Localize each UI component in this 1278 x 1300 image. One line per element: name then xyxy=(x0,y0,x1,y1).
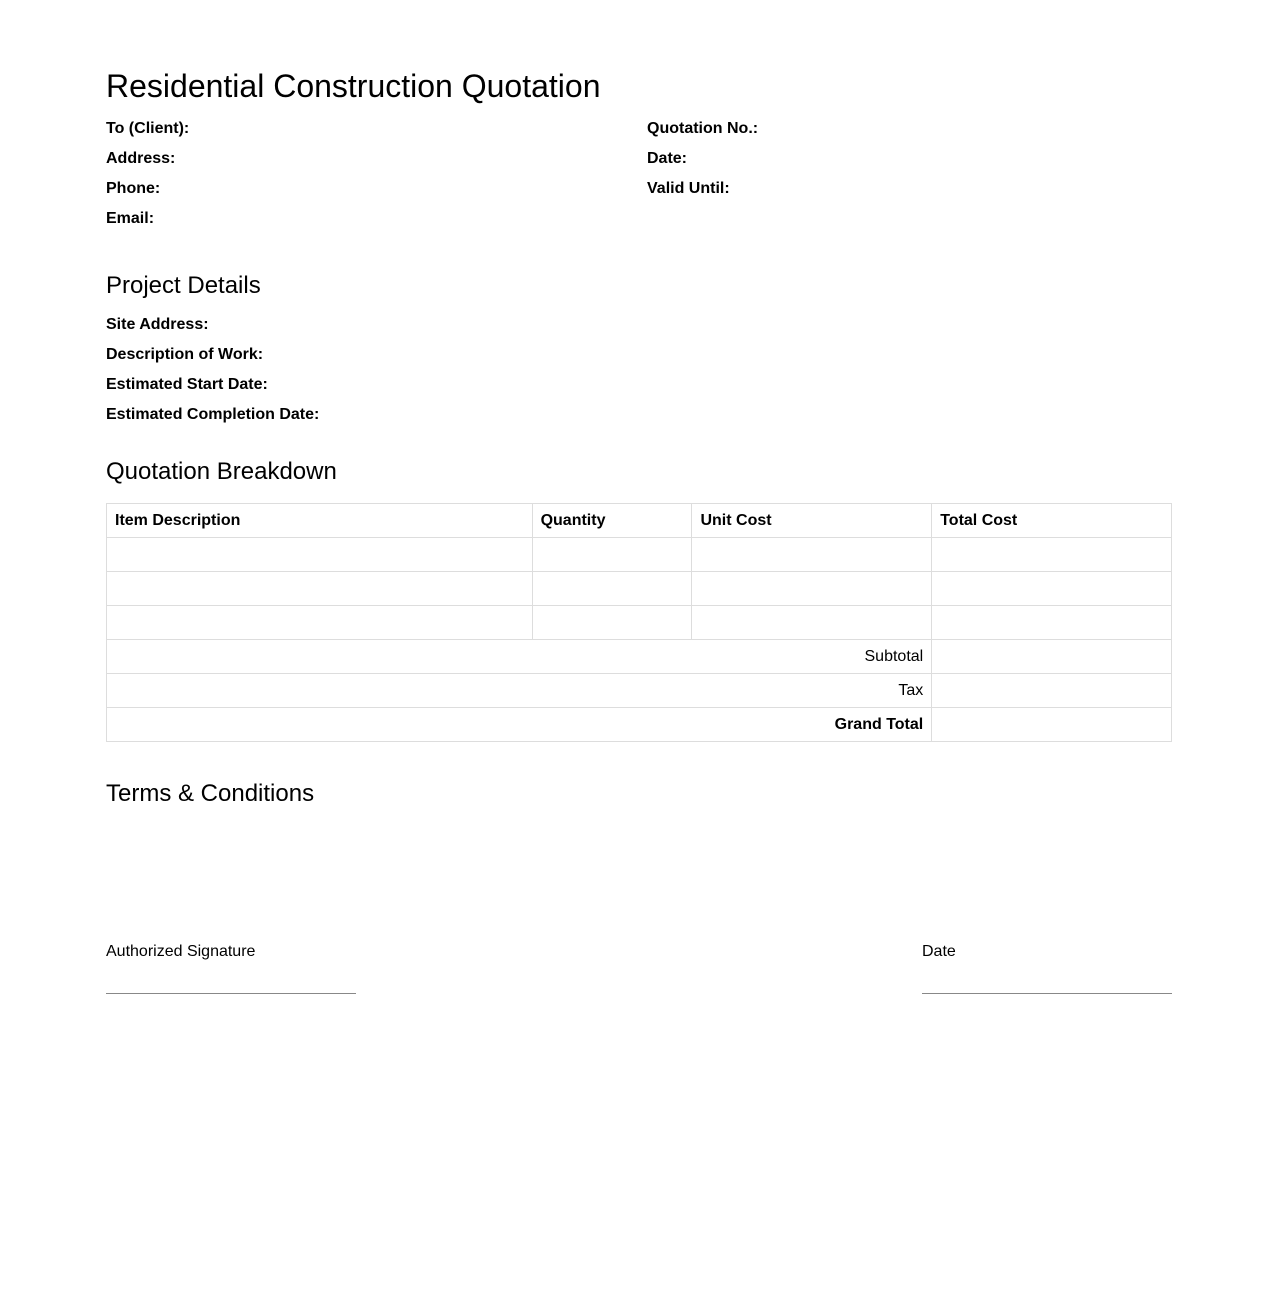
address-field: Address: xyxy=(106,150,176,167)
tax-row xyxy=(107,674,1172,708)
cell xyxy=(692,606,932,640)
subtotal-row xyxy=(107,640,1172,674)
cell xyxy=(107,606,533,640)
subtotal-value xyxy=(932,640,1172,674)
tax-label: Tax xyxy=(107,674,932,708)
cell xyxy=(692,538,932,572)
signature-line xyxy=(106,983,356,994)
client-field: To (Client): xyxy=(106,120,190,137)
grand-total-row xyxy=(107,708,1172,742)
table-row xyxy=(107,538,1172,572)
col-unit-cost: Unit Cost xyxy=(692,504,932,538)
signature-block xyxy=(106,943,356,994)
phone-field: Phone: xyxy=(106,180,161,197)
date-label: Date xyxy=(922,943,956,960)
cell xyxy=(932,538,1172,572)
date-line xyxy=(922,983,1172,994)
cell xyxy=(532,572,692,606)
date-field: Date: xyxy=(647,150,688,167)
site-address-field: Site Address: xyxy=(106,316,209,333)
grand-total-label: Grand Total xyxy=(107,708,932,742)
col-item-description: Item Description xyxy=(107,504,533,538)
project-details xyxy=(106,315,319,435)
start-date-field: Estimated Start Date: xyxy=(106,376,268,393)
signature-label: Authorized Signature xyxy=(106,943,256,960)
quotation-no-field: Quotation No.: xyxy=(647,120,759,137)
cell xyxy=(532,538,692,572)
cell xyxy=(107,572,533,606)
table-header xyxy=(107,504,1172,538)
cell xyxy=(932,572,1172,606)
table-row xyxy=(107,606,1172,640)
col-total-cost: Total Cost xyxy=(932,504,1172,538)
quotation-breakdown-heading: Quotation Breakdown xyxy=(106,458,337,485)
email-field: Email: xyxy=(106,210,155,227)
terms-heading: Terms & Conditions xyxy=(106,780,315,807)
table-row xyxy=(107,572,1172,606)
grand-total-value xyxy=(932,708,1172,742)
page-title: Residential Construction Quotation xyxy=(106,68,601,104)
cell xyxy=(932,606,1172,640)
completion-date-field: Estimated Completion Date: xyxy=(106,406,320,423)
tax-value xyxy=(932,674,1172,708)
date-block xyxy=(922,943,1172,994)
subtotal-label: Subtotal xyxy=(107,640,932,674)
quote-info xyxy=(647,119,758,209)
breakdown-table xyxy=(106,503,1172,742)
client-info xyxy=(106,119,189,239)
cell xyxy=(532,606,692,640)
cell xyxy=(692,572,932,606)
project-details-heading: Project Details xyxy=(106,272,261,299)
cell xyxy=(107,538,533,572)
col-quantity: Quantity xyxy=(532,504,692,538)
valid-until-field: Valid Until: xyxy=(647,180,730,197)
description-field: Description of Work: xyxy=(106,346,264,363)
